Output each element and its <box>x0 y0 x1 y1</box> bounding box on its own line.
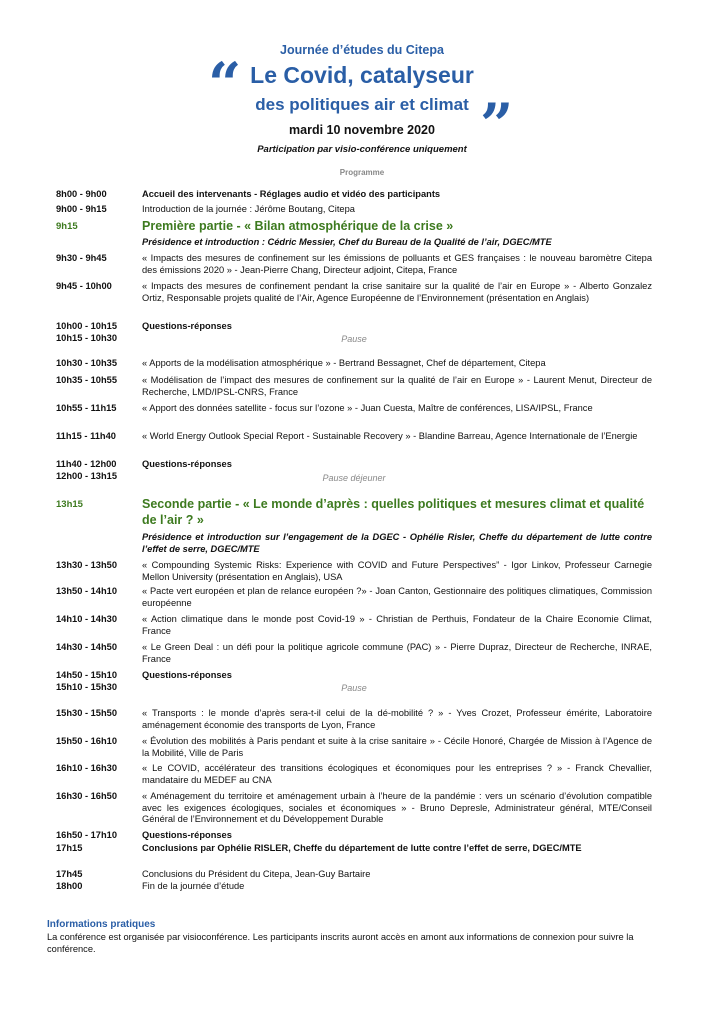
row-text: Présidence et introduction : Cédric Messier, Chef du Bureau de la Qualité de l’air, DGEC/MTE <box>142 237 552 247</box>
row-text: Présidence et introduction sur l’engagement de la DGEC - Ophélie Risler, Cheffe du département de lutte contre l’effet de serre, DGEC/MTE <box>142 532 652 554</box>
row-text: Introduction de la journée : Jérôme Boutang, Citepa <box>142 204 355 214</box>
row-time: 8h00 - 9h00 <box>56 189 107 199</box>
row-time: 13h50 - 14h10 <box>56 586 117 596</box>
row-time: 11h15 - 11h40 <box>56 431 116 441</box>
row-text: « Aménagement du territoire et aménagement urbain à l’heure de la pandémie : vers un scénario d’évolution compatible avec les exigences écologiques, sociales et économiques » - Bruno Depresle, Administrateur général, MTE/Conseil Général de l’Environnement et du Développement Durable <box>142 791 652 824</box>
row-time: 15h50 - 16h10 <box>56 736 117 746</box>
row-text: « Pacte vert européen et plan de relance européen ?» - Joan Canton, Gestionnaire des politiques climatiques, Commission européenne <box>142 586 652 608</box>
row-time: 10h15 - 10h30 <box>56 333 117 343</box>
row-text: « Le COVID, accélérateur des transitions écologiques et économiques pour les entreprises ? » - Franck Chevallier, mandataire du MEDEF au CNA <box>142 763 652 785</box>
practical-info-heading: Informations pratiques <box>47 919 156 930</box>
program-label: Programme <box>339 168 385 177</box>
row-time: 10h00 - 10h15 <box>56 321 117 331</box>
row-time: 14h10 - 14h30 <box>56 614 117 624</box>
row-time: 9h00 - 9h15 <box>56 204 107 214</box>
pause-label: Pause déjeuner <box>322 473 386 483</box>
row-time: 15h10 - 15h30 <box>56 682 117 692</box>
pause-label: Pause <box>341 683 367 693</box>
row-time: 17h45 <box>56 869 83 879</box>
row-time: 10h55 - 11h15 <box>56 403 117 413</box>
row-time: 14h30 - 14h50 <box>56 642 117 652</box>
event-date: mardi 10 novembre 2020 <box>289 123 435 137</box>
event-title: Journée d’études du Citepa <box>280 43 444 57</box>
row-time: 10h35 - 10h55 <box>56 375 117 385</box>
row-text: « Action climatique dans le monde post Covid-19 » - Christian de Perthuis, Fondateur de la Chaire Economie Climat, France <box>142 614 652 636</box>
row-text: Fin de la journée d’étude <box>142 881 245 891</box>
pause-label: Pause <box>341 334 367 344</box>
practical-info-text: La conférence est organisée par visioconférence. Les participants inscrits auront accès en amont aux informations de connexion pour suivre la conférence. <box>47 932 634 954</box>
row-text: « World Energy Outlook Special Report - Sustainable Recovery » - Blandine Barreau, Agence Internationale de l’Energie <box>142 431 638 441</box>
row-text: « Le Green Deal : un défi pour la politique agricole commune (PAC) » - Pierre Dupraz, Directeur de Recherche, INRAE, France <box>142 642 652 664</box>
row-time: 17h15 <box>56 843 83 853</box>
row-time: 12h00 - 13h15 <box>56 471 117 481</box>
row-time: 16h10 - 16h30 <box>56 763 117 773</box>
row-time: 9h45 - 10h00 <box>56 281 112 291</box>
row-text: « Transports : le monde d’après sera-t-il celui de la dé-mobilité ? » - Yves Crozet, Professeur émérite, Laboratoire aménagement économie des transports de Lyon, France <box>142 708 652 730</box>
row-time: 18h00 <box>56 881 83 891</box>
section-title: Seconde partie - « Le monde d’après : quelles politiques et mesures climat et qualité de l’air ? » <box>142 497 645 527</box>
row-time: 11h40 - 12h00 <box>56 459 117 469</box>
row-text: « Compounding Systemic Risks: Experience with COVID and Future Perspectives” - Igor Linkov, Professeur Carnegie Mellon University (présentation en Anglais), USA <box>142 560 652 582</box>
row-time: 16h30 - 16h50 <box>56 791 117 801</box>
row-text: Questions-réponses <box>142 459 232 469</box>
document-title-line1: Le Covid, catalyseur <box>250 62 474 88</box>
row-text: « Évolution des mobilités à Paris pendant et suite à la crise sanitaire » - Cécile Honoré, Chargée de Mission à l’Agence de la Mobilité, Ville de Paris <box>142 736 652 758</box>
row-time: 10h30 - 10h35 <box>56 358 117 368</box>
row-text: Questions-réponses <box>142 830 232 840</box>
row-text: Conclusions du Président du Citepa, Jean-Guy Bartaire <box>142 869 371 879</box>
section-time: 9h15 <box>56 221 78 232</box>
section-time: 13h15 <box>56 499 83 510</box>
participation-mode: Participation par visio-conférence uniquement <box>257 144 467 155</box>
row-time: 14h50 - 15h10 <box>56 670 117 680</box>
row-time: 16h50 - 17h10 <box>56 830 117 840</box>
row-time: 9h30 - 9h45 <box>56 253 107 263</box>
row-text: « Apport des données satellite - focus sur l’ozone » - Juan Cuesta, Maître de conférences, LISA/IPSL, France <box>142 403 593 413</box>
row-text: « Apports de la modélisation atmosphérique » - Bertrand Bessagnet, Chef de département, Citepa <box>142 358 546 368</box>
row-text: « Impacts des mesures de confinement pendant la crise sanitaire sur la qualité de l’air en Europe » - Alberto Gonzalez Ortiz, Responsable projets qualité de l’Air, Agence Européenne de l’Environnement (présentation en Anglais) <box>142 281 652 303</box>
row-text: « Modélisation de l’impact des mesures de confinement sur la qualité de l’air en Europe » - Laurent Menut, Directeur de Recherche, LMD/IPSL-CNRS, France <box>142 375 652 397</box>
document-title-line2: des politiques air et climat <box>255 95 469 114</box>
section-title: Première partie - « Bilan atmosphérique de la crise » <box>142 219 454 233</box>
row-text: « Impacts des mesures de confinement sur les émissions de polluants et GES françaises : le nouveau baromètre Citepa des émissions 2020 » - Jean-Pierre Chang, Directeur adjoint, Citepa, France <box>142 253 652 275</box>
row-text: Questions-réponses <box>142 321 232 331</box>
row-time: 15h30 - 15h50 <box>56 708 117 718</box>
row-text: Accueil des intervenants - Réglages audio et vidéo des participants <box>142 189 441 199</box>
row-text: Questions-réponses <box>142 670 232 680</box>
open-quote-mark: “ <box>208 50 242 118</box>
row-text: Conclusions par Ophélie RISLER, Cheffe du département de lutte contre l’effet de serre, DGEC/MTE <box>142 843 582 853</box>
close-quote-mark: ” <box>480 91 514 159</box>
row-time: 13h30 - 13h50 <box>56 560 117 570</box>
